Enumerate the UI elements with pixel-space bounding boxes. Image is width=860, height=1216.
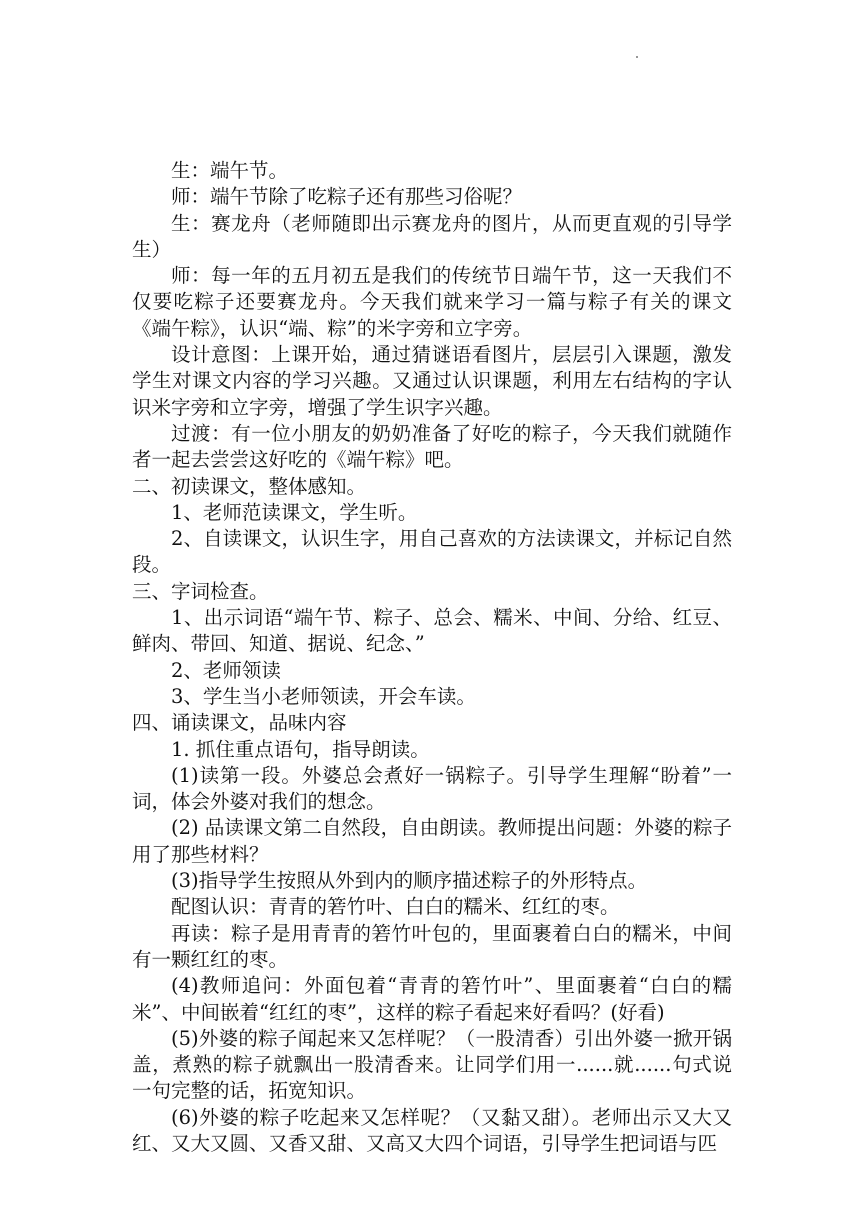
paragraph: 生：端午节。 [171,159,289,182]
paragraph: (6)外婆的粽子吃起来又怎样呢？（又黏又甜）。老师出示又大又红、又大又圆、又香又甜、又高又大四个词语，引导学生把词语与匹 [132,1105,732,1155]
paragraph: 2、老师领读 [171,658,281,682]
paragraph: 设计意图：上课开始，通过猜谜语看图片，层层引入课题，激发学生对课文内容的学习兴趣。又通过认识课题，利用左右结构的字认识米字旁和立字旁，增强了学生识字兴趣。 [132,343,732,419]
paragraph: (3)指导学生按照从外到内的顺序描述粽子的外形特点。 [171,869,648,893]
paragraph: 配图认识：青青的箬竹叶、白白的糯米、红红的枣。 [171,895,620,919]
paragraph: 师：端午节除了吃粽子还有那些习俗呢？ [171,185,523,209]
section-heading: 二、初读课文，整体感知。 [132,474,367,498]
paragraph: (5)外婆的粽子闻起来又怎样呢？（一股清香）引出外婆一掀开锅盖，煮熟的粽子就飘出一股清香来。让同学们用一......就......句式说一句完整的话，拓宽知识。 [132,1026,732,1103]
paragraph: 生：赛龙舟（老师随即出示赛龙舟的图片，从而更直观的引导学生） [132,211,732,261]
paragraph: 1、老师范读课文，学生听。 [171,500,418,524]
paragraph: 师：每一年的五月初五是我们的传统节日端午节，这一天我们不仅要吃粽子还要赛龙舟。今天我们就来学习一篇与粽子有关的课文《端午粽》，认识“端、粽”的米字旁和立字旁。 [132,264,732,340]
section-heading: 三、字词检查。 [132,579,269,603]
paragraph: (1)读第一段。外婆总会煮好一锅粽子。引导学生理解“盼着”一词，体会外婆对我们的想念。 [132,763,732,814]
paragraph: (2) 品读课文第二自然段，自由朗读。教师提出问题：外婆的粽子用了那些材料？ [132,816,732,866]
document-body [132,158,732,1157]
paragraph: 3、学生当小老师领读，开会车读。 [171,684,476,708]
paragraph: 1、出示词语“端午节、粽子、总会、糯米、中间、分给、红豆、鲜肉、带回、知道、据说、纪念、” [132,606,732,656]
page-mark [636,56,638,58]
paragraph: (4)教师追问：外面包着“青青的箬竹叶”、里面裹着“白白的糯米”、中间嵌着“红红的枣”，这样的粽子看起来好看吗？(好看) [132,974,732,1024]
paragraph: 2、自读课文，认识生字，用自己喜欢的方法读课文，并标记自然段。 [132,527,732,577]
paragraph: 过渡：有一位小朋友的奶奶准备了好吃的粽子，今天我们就随作者一起去尝尝这好吃的《端午粽》吧。 [132,421,732,472]
section-heading: 四、诵读课文，品味内容 [132,711,347,735]
paragraph: 1. 抓住重点语句，指导朗读。 [171,737,430,761]
paragraph: 再读：粽子是用青青的箬竹叶包的，里面裹着白白的糯米，中间有一颗红红的枣。 [132,921,732,971]
